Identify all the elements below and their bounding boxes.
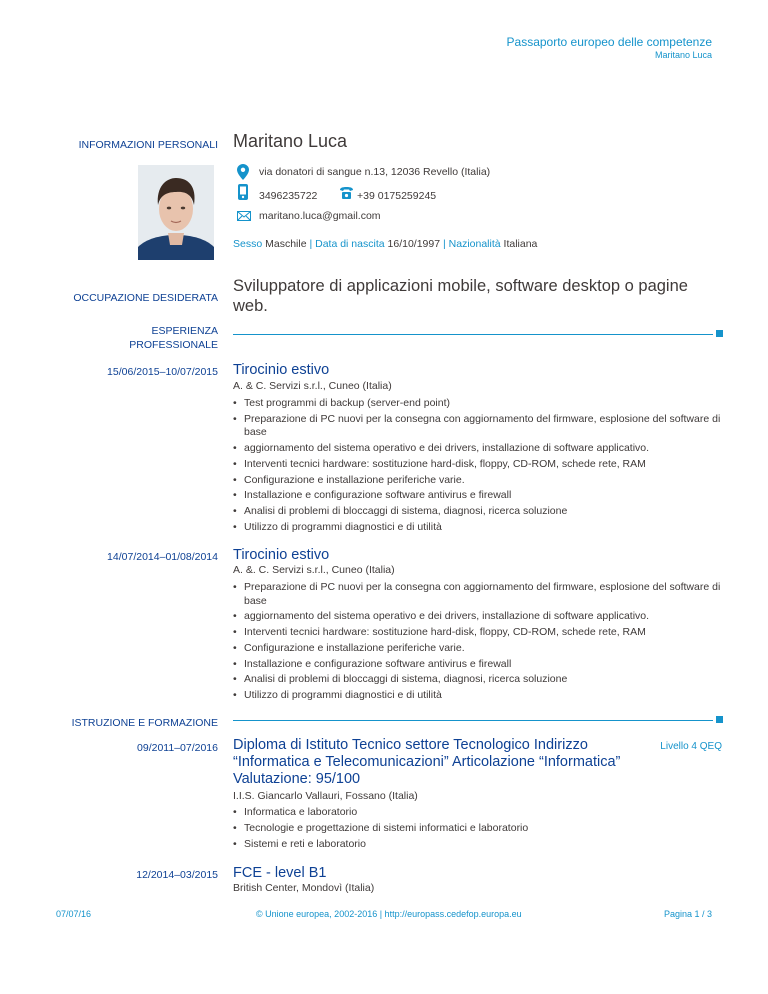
experience-label-line2: PROFESSIONALE	[129, 339, 218, 351]
list-item: • Analisi di problemi di bloccaggi di sistema, diagnosi, ricerca soluzione	[233, 673, 723, 687]
list-item: • Installazione e configurazione software antivirus e firewall	[233, 658, 723, 672]
occupation-text: Sviluppatore di applicazioni mobile, software desktop o pagine web.	[233, 277, 688, 315]
occupation-section-label: OCCUPAZIONE DESIDERATA	[73, 292, 218, 304]
location-icon	[237, 164, 249, 180]
edu-date: 12/2014–03/2015	[136, 869, 218, 881]
address-text: via donatori di sangue n.13, 12036 Revello (Italia)	[259, 166, 491, 178]
list-item: • Interventi tecnici hardware: sostituzione hard-disk, floppy, CD-ROM, schede rete, RAM	[233, 458, 723, 472]
nationality-label: Nazionalità	[448, 238, 501, 250]
section-divider	[233, 720, 713, 721]
nationality-value: Italiana	[503, 238, 538, 250]
separator: |	[309, 238, 313, 250]
footer-copyright[interactable]: © Unione europea, 2002-2016 | http://europass.cedefop.europa.eu	[256, 909, 522, 919]
job-org: A. & C. Servizi s.r.l., Cuneo (Italia)	[233, 380, 392, 392]
separator: |	[443, 238, 446, 250]
list-item: • Tecnologie e progettazione di sistemi informatici e laboratorio	[233, 822, 723, 836]
section-divider	[233, 334, 713, 335]
edu-org: British Center, Mondovì (Italia)	[233, 882, 375, 894]
list-item: • Installazione e configurazione software antivirus e firewall	[233, 489, 723, 503]
personal-section-label: INFORMAZIONI PERSONALI	[78, 139, 218, 151]
birth-value: 16/10/1997	[387, 238, 441, 250]
list-item: • Sistemi e reti e laboratorio	[233, 838, 723, 852]
job-title: Tirocinio estivo	[233, 362, 330, 378]
mobile-number: 3496235722	[259, 190, 318, 202]
list-item: • aggiornamento del sistema operativo e dei drivers, installazione di software applicativo.	[233, 610, 723, 624]
section-square	[716, 716, 723, 723]
birth-label: Data di nascita	[315, 238, 385, 250]
header-name: Maritano Luca	[654, 50, 712, 60]
email-address[interactable]: maritano.luca@gmail.com	[259, 210, 381, 222]
job-date: 15/06/2015–10/07/2015	[107, 366, 218, 378]
list-item: • Informatica e laboratorio	[233, 806, 723, 820]
list-item: • Test programmi di backup (server-end point)	[233, 397, 723, 411]
phone-number: +39 0175259245	[357, 190, 437, 202]
edu-bullets	[233, 806, 723, 853]
list-item: • Preparazione di PC nuovi per la consegna con aggiornamento del firmware, esplosione del software di base	[233, 581, 723, 608]
experience-section-label	[38, 324, 218, 352]
list-item: • Configurazione e installazione periferiche varie.	[233, 474, 723, 488]
list-item: • Utilizzo di programmi diagnostici e di utilità	[233, 521, 723, 535]
edu-title: Diploma di Istituto Tecnico settore Tecnologico Indirizzo “Informatica e Telecomunicazioni” Articolazione “Informatica” Valutazione: 95/100	[233, 737, 621, 787]
edu-date: 09/2011–07/2016	[137, 742, 218, 754]
phone-icon	[339, 187, 354, 199]
job-bullets	[233, 397, 723, 537]
mobile-icon	[238, 184, 248, 200]
footer-date: 07/07/16	[56, 909, 92, 919]
person-name: Maritano Luca	[233, 131, 348, 151]
email-icon	[237, 211, 251, 221]
qualification-level: Livello 4 QEQ	[660, 741, 722, 752]
list-item: • aggiornamento del sistema operativo e dei drivers, installazione di software applicativo.	[233, 442, 723, 456]
footer-page: Pagina 1 / 3	[663, 909, 712, 919]
experience-label-line1: ESPERIENZA	[151, 325, 218, 337]
job-date: 14/07/2014–01/08/2014	[107, 551, 218, 563]
edu-title: FCE - level B1	[233, 865, 327, 881]
profile-photo	[138, 165, 214, 260]
job-org: A. &. C. Servizi s.r.l., Cuneo (Italia)	[233, 564, 395, 576]
list-item: • Analisi di problemi di bloccaggi di sistema, diagnosi, ricerca soluzione	[233, 505, 723, 519]
job-title: Tirocinio estivo	[233, 547, 330, 563]
edu-org: I.I.S. Giancarlo Vallauri, Fossano (Italia)	[233, 790, 418, 802]
header-title: Passaporto europeo delle competenze	[506, 35, 712, 49]
sex-label: Sesso	[233, 238, 263, 250]
list-item: • Preparazione di PC nuovi per la consegna con aggiornamento del firmware, esplosione del software di base	[233, 413, 723, 440]
list-item: • Utilizzo di programmi diagnostici e di utilità	[233, 689, 723, 703]
list-item: • Configurazione e installazione periferiche varie.	[233, 642, 723, 656]
personal-details-row	[233, 238, 537, 250]
list-item: • Interventi tecnici hardware: sostituzione hard-disk, floppy, CD-ROM, schede rete, RAM	[233, 626, 723, 640]
education-section-label: ISTRUZIONE E FORMAZIONE	[71, 717, 218, 729]
section-square	[716, 330, 723, 337]
sex-value: Maschile	[265, 238, 307, 250]
job-bullets	[233, 581, 723, 705]
